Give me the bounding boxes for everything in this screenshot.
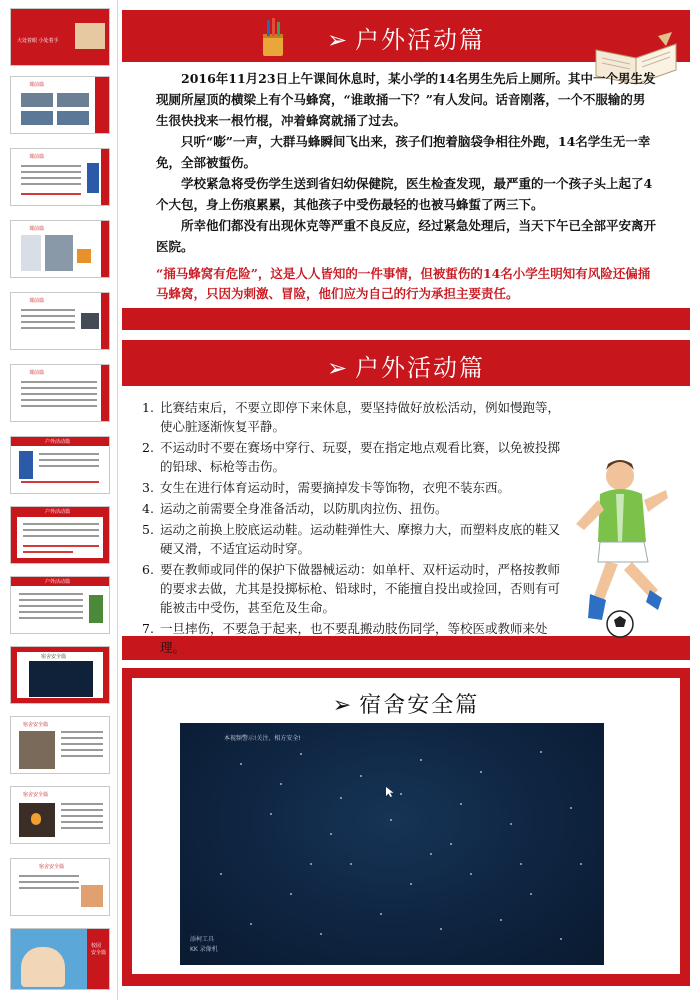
thumb-photo — [57, 111, 89, 125]
star-dot — [280, 783, 282, 785]
item-text: 运动之前需要全身准备活动，以防肌肉拉伤、扭伤。 — [160, 501, 448, 516]
item-number: 5. — [142, 522, 154, 537]
star-dot — [300, 753, 302, 755]
thumb-title: 校园 安全篇 — [91, 943, 107, 956]
slide-thumb-12[interactable] — [10, 786, 110, 844]
star-dot — [390, 819, 392, 821]
slide-thumb-9[interactable] — [10, 576, 110, 634]
item-text: 不运动时不要在赛场中穿行、玩耍，要在指定地点观看比赛，以免被投掷的铅球、标枪等击伤。 — [160, 440, 561, 474]
slide-title-text: 户外活动篇 — [355, 354, 486, 382]
thumb-side-band — [95, 77, 109, 134]
star-dot — [510, 823, 512, 825]
thumb-title: 宿舍安全篇 — [23, 792, 49, 798]
thumb-photo — [19, 731, 55, 769]
thumb-side-band — [101, 149, 109, 206]
thumb-photo — [21, 93, 53, 107]
star-dot — [460, 803, 462, 805]
thumb-text-line — [61, 803, 103, 805]
thumb-title: 课前篇 — [29, 154, 45, 160]
thumb-title: 户外活动篇 — [45, 579, 71, 585]
star-dot — [560, 938, 562, 940]
thumb-title: 户外活动篇 — [45, 509, 71, 515]
arrow-icon: ➢ — [326, 26, 350, 54]
thumb-text-line — [61, 815, 103, 817]
thumb-text-line — [39, 459, 99, 461]
thumb-text-line — [61, 749, 103, 751]
thumb-text-line — [21, 393, 97, 395]
thumb-text-line — [61, 731, 103, 733]
thumb-photo — [21, 235, 41, 271]
star-dot — [220, 873, 222, 875]
slide-dorm-safety — [122, 668, 690, 986]
thumb-text-line — [21, 399, 97, 401]
thumb-text-line — [61, 743, 103, 745]
slide-thumb-7[interactable] — [10, 436, 110, 494]
thumb-text-line — [21, 171, 81, 173]
thumb-text-line — [19, 599, 83, 601]
mouse-cursor-icon — [386, 787, 394, 797]
thumb-text-line — [21, 405, 97, 407]
thumb-title: 课前篇 — [29, 82, 45, 88]
thumb-side-band — [101, 365, 109, 422]
soccer-player-icon — [562, 450, 680, 640]
thumb-warning-sign — [77, 249, 91, 263]
thumb-text-line — [61, 755, 103, 757]
video-player[interactable] — [180, 723, 604, 965]
thumb-text-line — [23, 523, 99, 525]
rules-list — [142, 398, 561, 659]
star-dot — [520, 863, 522, 865]
item-number: 1. — [142, 400, 154, 415]
thumb-title: 课前篇 — [29, 370, 45, 376]
arrow-icon: ➢ — [326, 354, 350, 382]
thumb-text-line — [21, 381, 97, 383]
thumb-text-line — [21, 193, 81, 195]
list-item — [142, 619, 560, 657]
star-dot — [350, 863, 352, 865]
star-dot — [250, 923, 252, 925]
thumb-text-line — [23, 551, 73, 553]
thumb-text-line — [21, 183, 81, 185]
thumb-text-line — [61, 809, 103, 811]
slide-thumb-4[interactable] — [10, 220, 110, 278]
thumb-text-line — [21, 165, 81, 167]
list-item — [142, 438, 561, 476]
thumb-photo — [57, 93, 89, 107]
list-item — [142, 560, 561, 617]
slide-thumb-2[interactable] — [10, 76, 110, 134]
thumb-text-line — [21, 309, 75, 311]
thumb-side-band — [87, 929, 109, 990]
star-dot — [400, 793, 402, 795]
thumb-books-pic — [75, 23, 105, 49]
thumb-side-band — [101, 221, 109, 278]
thumb-text-line — [21, 481, 99, 483]
star-dot — [380, 913, 382, 915]
thumb-title: 课前篇 — [29, 226, 45, 232]
star-dot — [540, 751, 542, 753]
video-watermark: 添柯工具 — [190, 936, 215, 943]
thumb-text-line — [19, 617, 83, 619]
list-item — [142, 499, 560, 518]
thumb-text-line — [21, 315, 75, 317]
list-item — [142, 520, 561, 558]
item-text: 要在教师或同伴的保护下做器械运动：如单杆、双杆运动时，严格按教师的要求去做，尤其是投掷标枪、铅球时，不能擅自投出或捡回，否则有可能被击中受伤，甚至危及生命。 — [160, 562, 561, 615]
thumb-bar — [11, 9, 109, 19]
story-text — [156, 68, 656, 257]
star-dot — [340, 797, 342, 799]
item-number: 7. — [142, 621, 154, 636]
thumb-text-line — [61, 821, 103, 823]
star-dot — [290, 893, 292, 895]
thumb-text-line — [23, 529, 99, 531]
star-dot — [410, 883, 412, 885]
item-number: 6. — [142, 562, 154, 577]
story-paragraph: 只听“嘭”一声，大群马蜂瞬间飞出来，孩子们抱着脑袋争相往外跑，14名学生无一幸免，全部被蜇伤。 — [156, 134, 651, 170]
star-dot — [570, 807, 572, 809]
thumb-text-line — [23, 545, 99, 547]
slide-thumb-3[interactable] — [10, 148, 110, 206]
thumb-text-line — [39, 453, 99, 455]
thumb-text-line — [61, 827, 103, 829]
thumb-text-line — [21, 177, 81, 179]
slide-thumb-8[interactable] — [10, 506, 110, 564]
warning-text: “捅马蜂窝有危险”，这是人人皆知的一件事情，但被蜇伤的14名小学生明知有风险还偏捅马蜂窝，只因为刺激、冒险，他们应为自己的行为承担主要责任。 — [156, 266, 651, 301]
star-dot — [500, 919, 502, 921]
thumb-text-line — [19, 887, 79, 889]
slide-thumb-13[interactable] — [10, 858, 110, 916]
thumb-people-pic — [81, 885, 103, 907]
thumb-text-line — [19, 611, 83, 613]
item-number: 4. — [142, 501, 154, 516]
thumb-photo — [81, 313, 99, 329]
thumb-text-line — [39, 465, 99, 467]
thumb-title: 课前篇 — [29, 298, 45, 304]
thumb-title: 户外活动篇 — [45, 439, 71, 445]
star-dot — [470, 873, 472, 875]
star-dot — [430, 853, 432, 855]
slide-thumb-10[interactable] — [10, 646, 110, 704]
star-dot — [580, 863, 582, 865]
item-number: 2. — [142, 440, 154, 455]
star-dot — [480, 771, 482, 773]
thumb-title: 宿舍安全篇 — [39, 864, 65, 870]
thumb-text-line — [21, 387, 97, 389]
thumb-side-band — [101, 293, 109, 350]
slide-thumb-5[interactable] — [10, 292, 110, 350]
arrow-icon: ➢ — [332, 693, 354, 718]
star-dot — [240, 763, 242, 765]
star-dot — [360, 775, 362, 777]
slide-outdoor-case — [122, 10, 690, 330]
story-paragraph: 2016年11月23日上午课间休息时，某小学的14名男生先后上厕所。其中一个男生发现厕所屋顶的横梁上有个马蜂窝，“谁敢捅一下？”有人发问。话音刚落，一个不服输的男生很快找来一根竹棍，冲着蜂窝就捅了过去。 — [156, 71, 656, 128]
star-dot — [270, 813, 272, 815]
thumb-text-line — [21, 327, 75, 329]
thumb-title: 宿舍安全篇 — [23, 722, 49, 728]
list-item — [142, 398, 561, 436]
slide-thumb-1[interactable] — [10, 8, 110, 66]
star-dot — [530, 893, 532, 895]
slide-thumbnail-rail — [0, 0, 118, 1000]
star-dot — [440, 928, 442, 930]
item-text: 运动之前换上胶底运动鞋。运动鞋弹性大、摩擦力大，而塑料皮底的鞋又硬又滑，不适宜运动时穿。 — [160, 522, 561, 556]
thumb-player-pic — [89, 595, 103, 623]
story-paragraph: 学校紧急将受伤学生送到省妇幼保健院，医生检查发现，最严重的一个孩子头上起了4个大包，身上伤痕累累，其他孩子中受伤最轻的也被马蜂蜇了两三下。 — [156, 176, 653, 212]
thumb-photo — [21, 111, 53, 125]
slide-thumb-14[interactable] — [10, 928, 110, 990]
item-text: 一旦摔伤，不要急于起来，也不要乱搬动肢伤同学，等校医或教师来处理。 — [160, 621, 548, 655]
thumb-photo — [45, 235, 73, 271]
thumb-runner-pic — [87, 163, 99, 193]
slide-title — [122, 348, 690, 383]
thumb-text-line — [61, 737, 103, 739]
slide-title-text: 宿舍安全篇 — [359, 693, 480, 718]
thumb-title: 大处着眼 小处着手 — [17, 38, 59, 44]
slide-title-text: 户外活动篇 — [355, 26, 486, 54]
thumb-text-line — [23, 535, 99, 537]
star-dot — [320, 933, 322, 935]
video-caption: 本视频警示!关注、相方安全! — [224, 735, 301, 742]
thumb-video-pic — [29, 661, 93, 697]
story-paragraph: 所幸他们都没有出现休克等严重不良反应，经过紧急处理后，当天下午已全部平安离开医院。 — [156, 218, 657, 254]
list-item — [142, 478, 560, 497]
star-dot — [420, 759, 422, 761]
thumb-text-line — [19, 881, 79, 883]
thumb-title: 宿舍安全篇 — [41, 654, 67, 660]
video-watermark: KK 录像机 — [190, 946, 218, 953]
star-dot — [310, 863, 312, 865]
thumb-text-line — [19, 593, 83, 595]
item-number: 3. — [142, 480, 154, 495]
thumb-text-line — [19, 605, 83, 607]
slide-thumb-6[interactable] — [10, 364, 110, 422]
thumb-runner-pic — [19, 451, 33, 479]
slide-outdoor-rules — [122, 340, 690, 660]
thumb-flame — [31, 813, 41, 825]
star-dot — [450, 843, 452, 845]
slide-thumb-11[interactable] — [10, 716, 110, 774]
thumb-text-line — [21, 321, 75, 323]
star-dot — [330, 833, 332, 835]
item-text: 女生在进行体育运动时，需要摘掉发卡等饰物，衣兜不装东西。 — [160, 480, 511, 495]
thumb-cartoon-pic — [21, 947, 65, 987]
item-text: 比赛结束后，不要立即停下来休息，要坚持做好放松活动，例如慢跑等，使心脏逐渐恢复平静。 — [160, 400, 561, 434]
thumb-text-line — [19, 875, 79, 877]
slide-title — [122, 688, 690, 719]
